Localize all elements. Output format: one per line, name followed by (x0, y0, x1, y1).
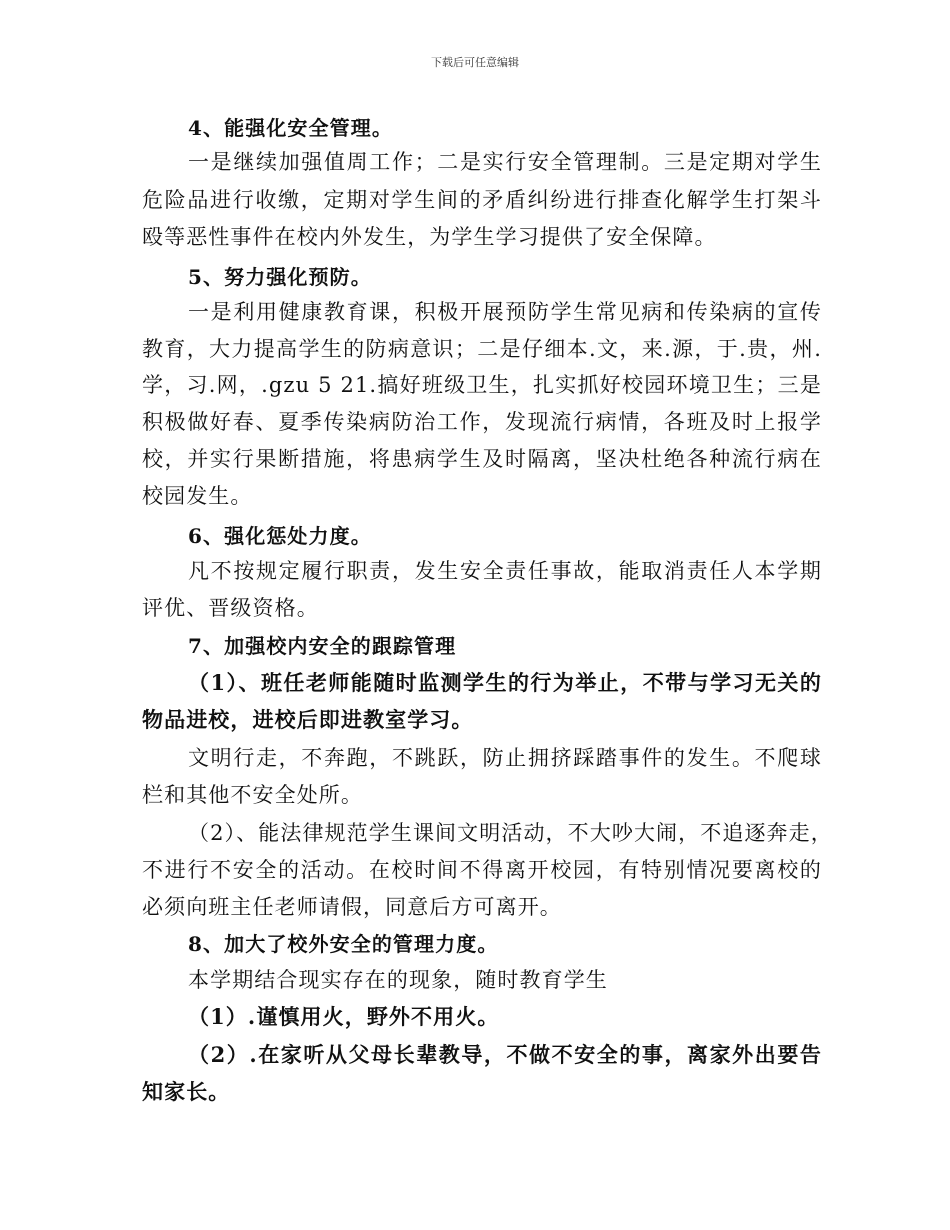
paragraph-line: 评优、晋级资格。 (142, 596, 319, 620)
paragraph-line: 栏和其他不安全处所。 (142, 783, 363, 807)
bold-paragraph-line: （1）、班任老师能随时监测学生的行为举止，不带与学习无关的 (188, 670, 822, 695)
section-6-heading: 6、强化惩处力度。 (188, 524, 372, 548)
section-8-heading: 8、加大了校外安全的管理力度。 (188, 932, 499, 956)
bold-paragraph-line: 知家长。 (142, 1079, 231, 1104)
paragraph-line: 本学期结合现实存在的现象，随时教育学生 (188, 968, 608, 992)
paragraph-line: 文明行走，不奔跑，不跳跃，防止拥挤踩踏事件的发生。不爬球 (188, 746, 822, 770)
paragraph-line: 危险品进行收缴，定期对学生间的矛盾纠纷进行排查化解学生打架斗 (142, 188, 822, 212)
paragraph-line: 校园发生。 (142, 484, 253, 508)
bold-paragraph-line: （2）.在家听从父母长辈教导，不做不安全的事，离家外出要告 (188, 1042, 822, 1067)
paragraph-line: 凡不按规定履行职责，发生安全责任事故，能取消责任人本学期 (188, 559, 822, 583)
bold-paragraph-line: （1）.谨慎用火，野外不用火。 (188, 1004, 500, 1029)
page-header: 下载后可任意编辑 (431, 56, 519, 69)
section-5-heading: 5、努力强化预防。 (188, 265, 372, 289)
paragraph-line: 一是继续加强值周工作；二是实行安全管理制。三是定期对学生 (188, 150, 822, 174)
paragraph-line: 不进行不安全的活动。在校时间不得离开校园，有特别情况要离校的 (142, 858, 822, 882)
paragraph-line: 教育，大力提高学生的防病意识；二是仔细本.文，来.源，于.贵，州. (142, 337, 822, 361)
paragraph-line: 校，并实行果断措施，将患病学生及时隔离，坚决杜绝各种流行病在 (142, 447, 822, 471)
paragraph-line: 一是利用健康教育课，积极开展预防学生常见病和传染病的宣传 (188, 300, 822, 324)
paragraph-line: 必须向班主任老师请假，同意后方可离开。 (142, 895, 562, 919)
section-4-heading: 4、能强化安全管理。 (188, 116, 393, 140)
paragraph-line: 学，习.网，.gzu 5 21.搞好班级卫生，扎实抓好校园环境卫生；三是 (142, 373, 822, 397)
paragraph-line: （2）、能法律规范学生课间文明活动，不大吵大闹，不追逐奔走， (188, 821, 833, 845)
paragraph-line: 积极做好春、夏季传染病防治工作，发现流行病情，各班及时上报学 (142, 410, 822, 434)
section-7-heading: 7、加强校内安全的跟踪管理 (188, 634, 457, 658)
bold-paragraph-line: 物品进校，进校后即进教室学习。 (142, 707, 474, 732)
paragraph-line: 殴等恶性事件在校内外发生，为学生学习提供了安全保障。 (142, 225, 717, 249)
